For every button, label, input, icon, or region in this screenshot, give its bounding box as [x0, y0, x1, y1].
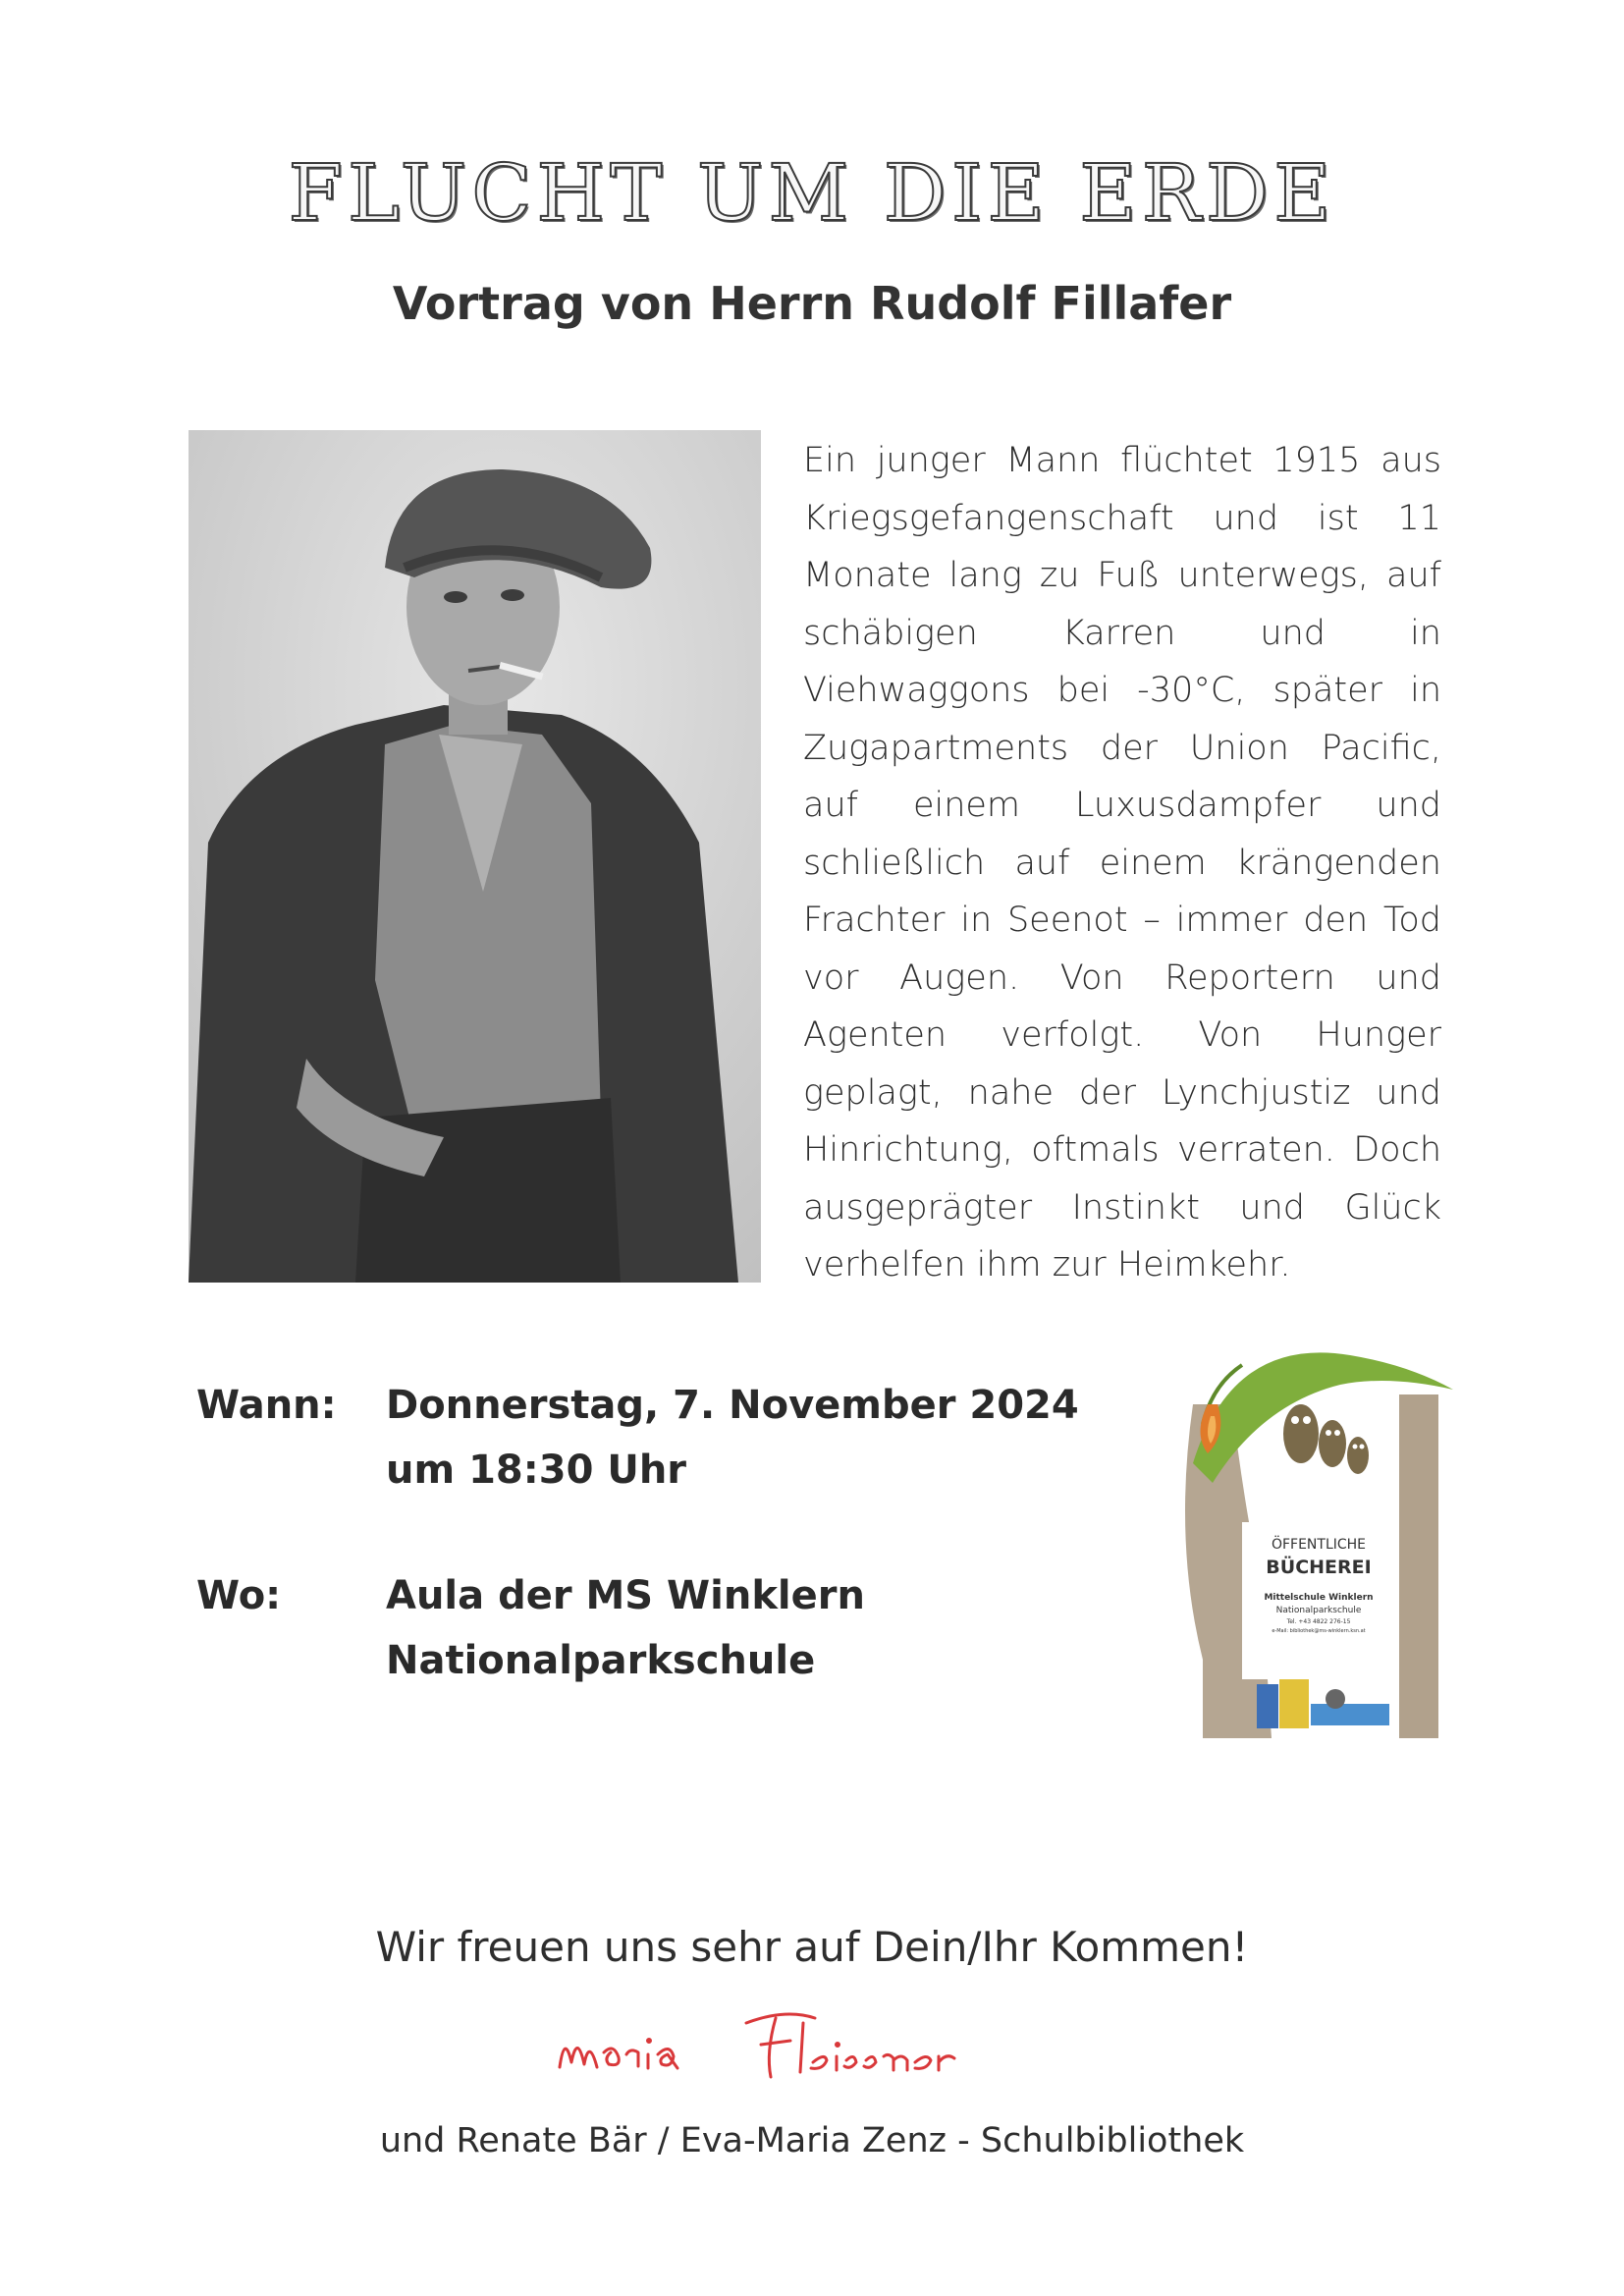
venue-line-2: Nationalparkschule: [386, 1638, 816, 1683]
library-logo: [1154, 1345, 1453, 1738]
event-time: um 18:30 Uhr: [386, 1448, 687, 1493]
closing-line: Wir freuen uns sehr auf Dein/Ihr Kommen!: [375, 1923, 1249, 1971]
poster-title: FLUCHT UM DIE ERDE: [288, 147, 1336, 239]
where-label: Wo:: [196, 1573, 282, 1618]
where-value: [386, 1563, 865, 1693]
logo-line-5: Tel. +43 4822 276-15: [1286, 1618, 1351, 1625]
footer-credits: und Renate Bär / Eva-Maria Zenz - Schulbibliothek: [379, 2121, 1245, 2160]
event-date: Donnerstag, 7. November 2024: [386, 1383, 1079, 1428]
when-label: Wann:: [196, 1383, 337, 1428]
logo-line-4: Nationalparkschule: [1275, 1606, 1362, 1615]
logo-line-3: Mittelschule Winklern: [1264, 1593, 1374, 1603]
logo-line-1: ÖFFENTLICHE: [1271, 1537, 1367, 1553]
logo-line-6: e-Mail: bibliothek@ms-winklern.ksn.at: [1272, 1628, 1366, 1634]
poster-subtitle: Vortrag von Herrn Rudolf Fillafer: [392, 277, 1232, 330]
venue-line-1: Aula der MS Winklern: [386, 1573, 865, 1618]
event-description: Ein junger Mann flüchtet 1915 aus Kriegsgefangenschaft und ist 11 Monate lang zu Fuß unterwegs, auf schäbigen Karren und in Viehwaggons bei -30°C, später in Zugapartments der Union Pacific, auf einem Luxusdampfer und schließlich auf einem krängenden Frachter in Seenot – immer den Tod vor Augen. Von Reportern und Agenten verfolgt. Von Hunger geplagt, nahe der Lynchjustiz und Hinrichtung, oftmals verraten. Doch ausgeprägter Instinkt und Glück verhelfen ihm zur Heimkehr.: [803, 441, 1441, 1285]
logo-line-2: BÜCHEREI: [1266, 1557, 1372, 1578]
portrait-photo: [189, 430, 761, 1283]
when-value: [386, 1373, 1079, 1503]
handwritten-signature: [550, 1984, 1001, 2102]
